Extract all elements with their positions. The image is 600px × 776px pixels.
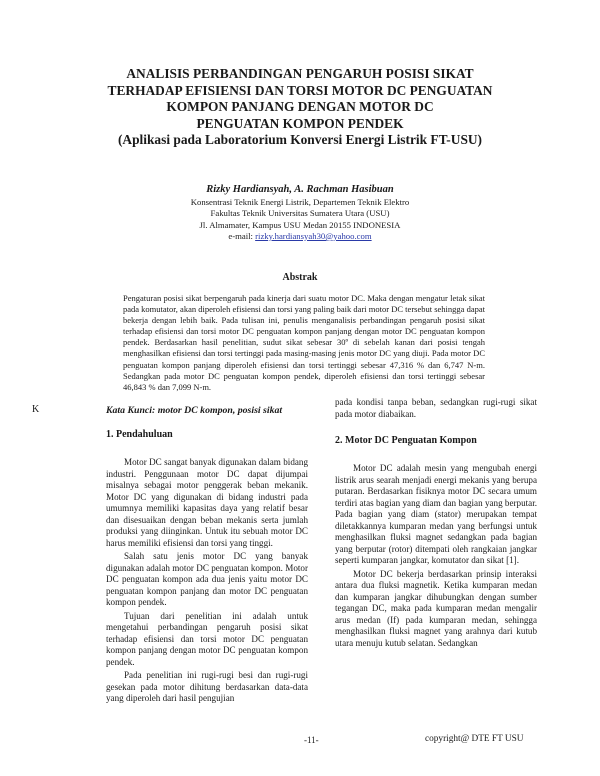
affiliation-line: Jl. Almamater, Kampus USU Medan 20155 INDONESIA [199, 219, 401, 230]
title-subtitle: (Aplikasi pada Laboratorium Konversi Energi Listrik FT-USU) [117, 132, 483, 147]
body-paragraph: Salah satu jenis motor DC yang banyak digunakan adalah motor DC penguatan kompon. Motor DC penguatan kompon ada dua jenis yaitu motor DC penguatan kompon panjang dan motor DC penguatan kompon pendek. [106, 551, 308, 607]
abstract-text: Pengaturan posisi sikat berpengaruh pada kinerja dari suatu motor DC. Maka dengan mengatur letak sikat pada komutator, akan diperoleh efisiensi dan torsi yang paling baik dari motor DC tersebut sehingga dapat bekerja dengan lebih baik. Pada tulisan ini, penulis menganalisis perbandingan pengaruh posisi sikat terhadap efisiensi dan torsi motor DC penguatan kompon panjang dengan motor DC penguatan kompon pendek. Berdasarkan hasil penelitian, sudut sikat sebesar 30º di sebelah kanan dari posisi tengah menghasilkan efisiensi dan torsi tertinggi pada masing-masing jenis motor DC yang diuji. Pada motor DC penguatan kompon panjang diperoleh efisiensi dan torsi tertinggi sebesar 47,316 % dan 6,747 N-m. Sedangkan pada motor DC penguatan kompon pendek, diperoleh efisiensi dan torsi tertinggi sebesar 46,843 % dan 7,099 N-m. [123, 293, 485, 392]
page-number: -11- [304, 735, 319, 745]
body-paragraph: Motor DC bekerja berdasarkan prinsip interaksi antara dua fluksi magnetik. Ketika kumparan medan dan kumparan jangkar dihubungkan dengan sumber tegangan DC, maka pada kumparan medan mengalir arus medan (If) pada kumparan medan, sehingga menghasilkan fluksi magnet yang arahnya dari kutub utara menuju kutub selatan. Sedangkan [335, 568, 537, 648]
section-heading-introduction: 1. Pendahuluan [106, 429, 173, 440]
title-line: ANALISIS PERBANDINGAN PENGARUH POSISI SIKAT [126, 66, 474, 81]
keywords: Kata Kunci: motor DC kompon, posisi sikat [106, 405, 283, 416]
affiliation-line: Konsentrasi Teknik Energi Listrik, Departemen Teknik Elektro [190, 197, 410, 207]
paper-title [70, 66, 530, 149]
email-link[interactable]: rizky.hardiansyah30@yahoo.com [255, 230, 372, 241]
title-line: TERHADAP EFISIENSI DAN TORSI MOTOR DC PENGUATAN [107, 82, 493, 98]
email-label: e-mail: [228, 230, 256, 241]
body-paragraph: Tujuan dari penelitian ini adalah untuk mengetahui perbandingan pengaruh posisi sikat terhadap efisiensi dan torsi motor DC penguatan kompon panjang dengan motor DC penguatan kompon pendek. [106, 610, 308, 667]
body-paragraph-continued: pada kondisi tanpa beban, sedangkan rugi-rugi sikat pada motor diabaikan. [335, 397, 537, 419]
right-column [335, 397, 537, 651]
author-block [100, 183, 500, 242]
body-paragraph: Pada penelitian ini rugi-rugi besi dan rugi-rugi gesekan pada motor dihitung berdasarkan data-data yang diperoleh dari hasil pengujian [106, 670, 308, 703]
footer-copyright: copyright@ DTE FT USU [425, 734, 524, 744]
affiliation-line: Fakultas Teknik Universitas Sumatera Utara (USU) [210, 208, 390, 219]
margin-mark: K [32, 404, 40, 415]
body-paragraph: Motor DC adalah mesin yang mengubah energi listrik arus searah menjadi energi mekanis yang berupa putaran. Berdasarkan fisiknya motor DC secara umum terdiri atas bagian yang diam dan bagian yang berputar. Pada bagian yang diam (stator) merupakan tempat diletakkannya kumparan medan yang berfungsi untuk menghasilkan fluksi magnet sedangkan pada bagian yang berputar (rotor) ditempati oleh rangkaian jangkar seperti kumparan jangkar, komutator dan sikat [1]. [335, 463, 537, 565]
left-column [106, 428, 308, 707]
email-line [100, 231, 500, 242]
title-line: KOMPON PANJANG DENGAN MOTOR DC [166, 99, 434, 114]
title-line: PENGUATAN KOMPON PENDEK [196, 115, 404, 131]
body-paragraph: Motor DC sangat banyak digunakan dalam bidang industri. Penggunaan motor DC dapat dijumpai misalnya sebagai motor penggerak beban mekanik. Motor DC yang digunakan di bidang industri pada umumnya memiliki kapasitas daya yang relatif besar dan disesuaikan dengan beban mekanis serta jumlah produksi yang diinginkan. Untuk itu sebuah motor DC harus memiliki efisiensi dan torsi yang tinggi. [106, 457, 308, 548]
section-heading-motor-dc: 2. Motor DC Penguatan Kompon [335, 435, 477, 446]
abstract-heading: Abstrak [282, 272, 318, 283]
author-names: Rizky Hardiansyah, A. Rachman Hasibuan [206, 184, 394, 195]
